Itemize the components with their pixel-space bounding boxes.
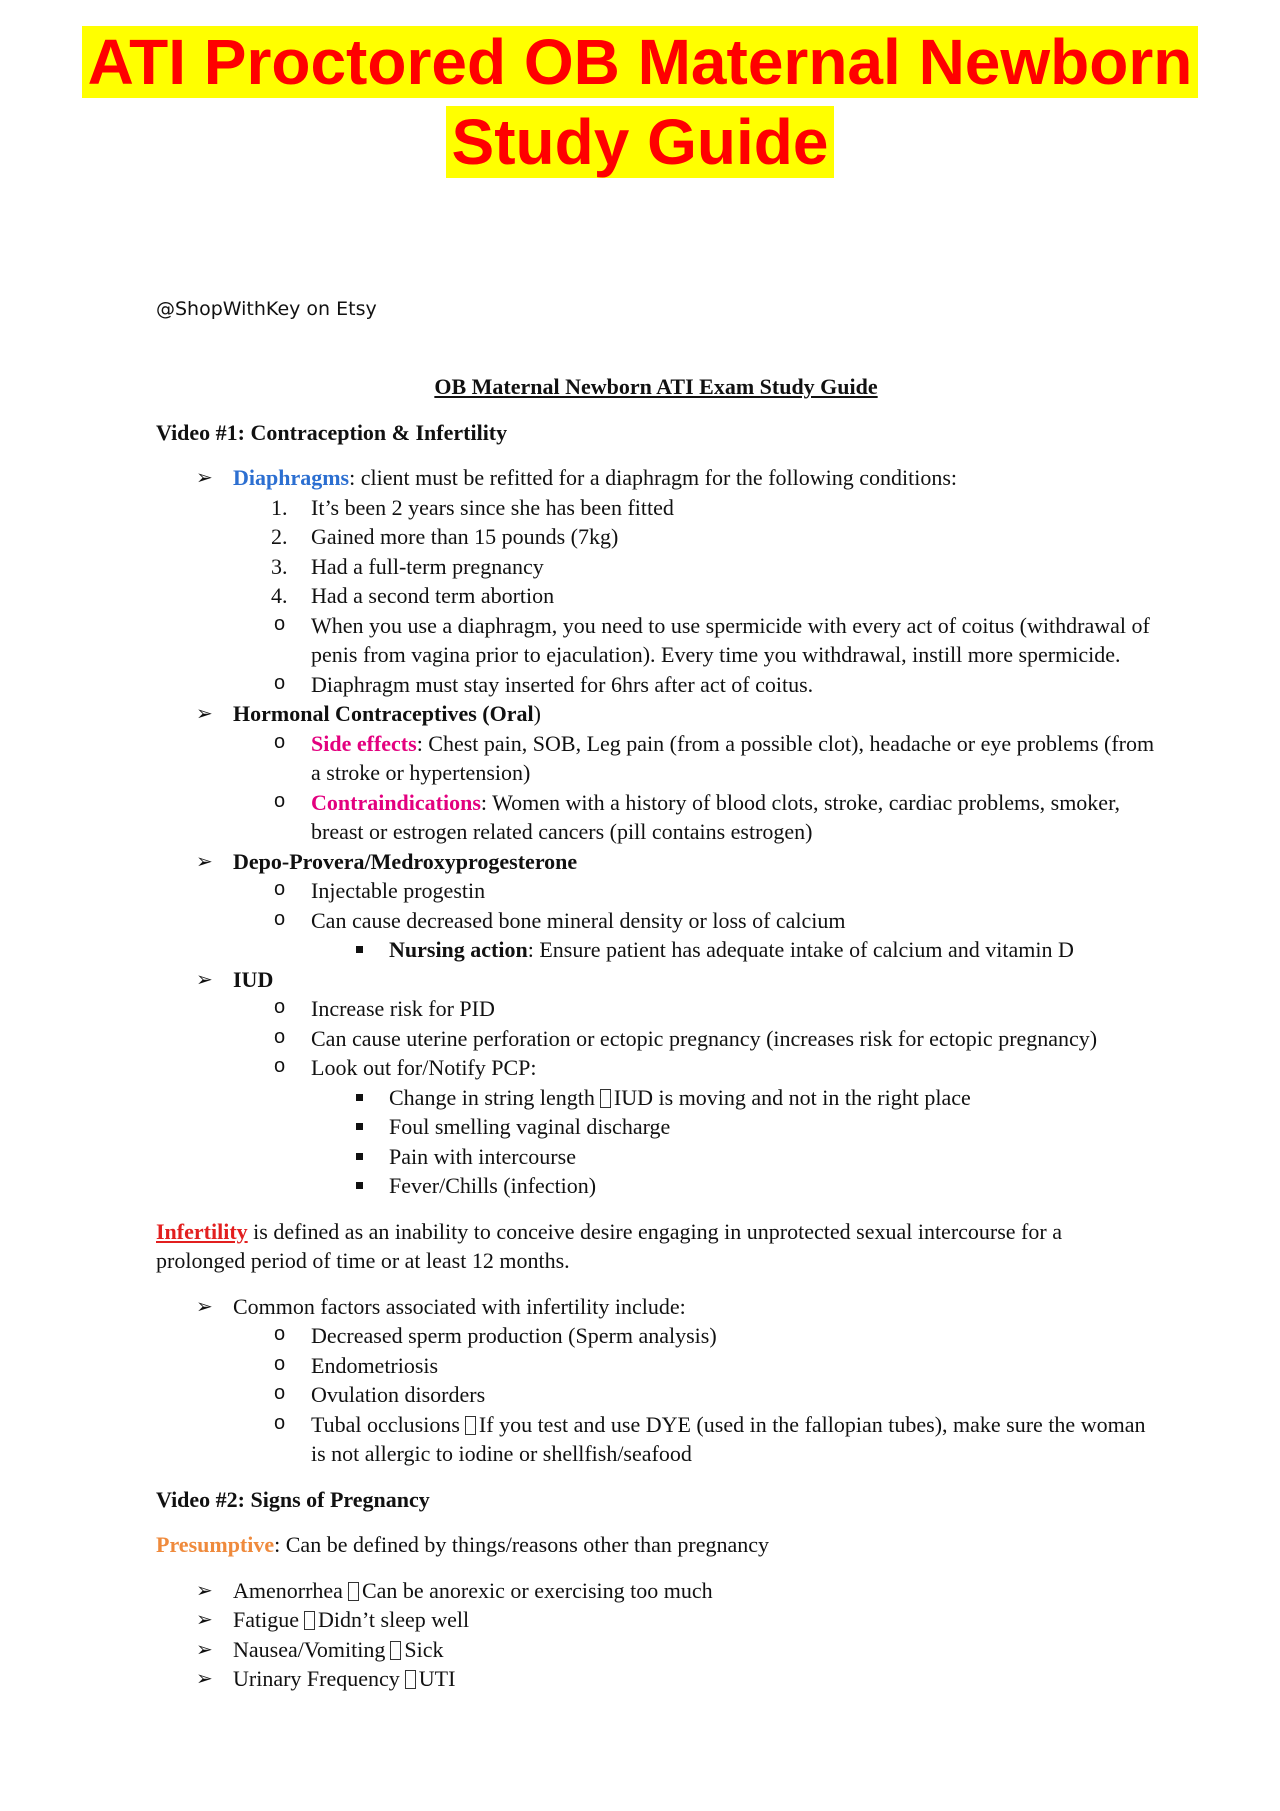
- list-item: [156, 1605, 1156, 1635]
- list-item: [156, 1576, 1156, 1606]
- sign-name: Fatigue: [233, 1607, 299, 1632]
- document-body: [156, 372, 1156, 1710]
- list-item: It’s been 2 years since she has been fitted: [311, 494, 674, 520]
- depo-nursing-list: [311, 935, 1156, 965]
- sign-reason: Can be anorexic or exercising too much: [361, 1577, 713, 1603]
- list-item: [156, 788, 1156, 847]
- list-item: Had a second term abortion: [311, 583, 555, 608]
- presumptive-text: : Can be defined by things/reasons other than pregnancy: [274, 1532, 770, 1557]
- video1-heading: Video #1: Contraception & Infertility: [156, 419, 508, 445]
- depo-label: Depo-Provera/Medroxyprogesterone: [233, 848, 578, 874]
- tubal-text: Tubal occlusions: [311, 1411, 460, 1437]
- list-item-hormonal: [156, 699, 1156, 847]
- diaphragms-text: : client must be refitted for a diaphragm for the following conditions:: [349, 465, 958, 490]
- document-banner-title: [0, 22, 1280, 182]
- arrow-glyph-icon: [390, 1641, 401, 1660]
- list-item: Foul smelling vaginal discharge: [156, 1112, 1156, 1142]
- list-item: Gained more than 15 pounds (7kg): [311, 524, 619, 549]
- hormonal-sublist: [233, 729, 1156, 847]
- nursing-action-text: : Ensure patient has adequate intake of calcium and vitamin D: [527, 937, 1074, 962]
- credit-line: @ShopWithKey on Etsy: [156, 298, 377, 320]
- list-item: o Decreased sperm production (Sperm analysis): [156, 1321, 1156, 1351]
- list-item: o Injectable progestin: [156, 876, 1156, 906]
- list-item-iud: [156, 965, 1156, 1201]
- sign-reason: Sick: [404, 1636, 444, 1662]
- list-item: o Ovulation disorders: [156, 1380, 1156, 1410]
- list-item: [156, 935, 1156, 965]
- iud-sublist: [233, 994, 1156, 1201]
- contraception-list: [156, 463, 1156, 1201]
- list-item: o Endometriosis: [156, 1351, 1156, 1381]
- hormonal-close: ): [533, 701, 541, 726]
- infertility-term: Infertility: [156, 1218, 248, 1244]
- list-item: [156, 1410, 1156, 1469]
- doc-title: OB Maternal Newborn ATI Exam Study Guide: [434, 374, 878, 399]
- contraindications-text: : Women with a history of blood clots, stroke, cardiac problems, smoker, breast or estrogen related cancers (pill contains estrogen): [311, 789, 1121, 844]
- list-item-diaphragms: [156, 463, 1156, 699]
- iud-label: IUD: [233, 966, 274, 992]
- nursing-action-term: Nursing action: [389, 937, 528, 962]
- list-item: [156, 1053, 1156, 1201]
- list-item: o Increase risk for PID: [156, 994, 1156, 1024]
- list-item-factors: [156, 1292, 1156, 1469]
- notify-pcp-text: Look out for/Notify PCP:: [311, 1055, 537, 1080]
- arrow-glyph-icon: [348, 1582, 359, 1601]
- diaphragm-conditions: [233, 493, 1156, 611]
- depo-sublist: [233, 876, 1156, 965]
- list-item: [156, 1083, 1156, 1113]
- arrow-glyph-icon: [465, 1416, 476, 1435]
- factors-label: Common factors associated with infertility include:: [233, 1293, 686, 1319]
- list-item: [156, 906, 1156, 965]
- side-effects-term: Side effects: [311, 730, 417, 756]
- banner-line-1: ATI Proctored OB Maternal Newborn: [82, 26, 1199, 98]
- presumptive-term: Presumptive: [156, 1532, 275, 1557]
- banner-line-2: Study Guide: [446, 106, 835, 178]
- sign-reason: UTI: [418, 1666, 456, 1691]
- presumptive-definition: [156, 1530, 1156, 1560]
- infertility-definition: [156, 1217, 1156, 1276]
- arrow-glyph-icon: [600, 1089, 611, 1108]
- list-item: Fever/Chills (infection): [156, 1171, 1156, 1201]
- infertility-list: [156, 1292, 1156, 1469]
- side-effects-text: : Chest pain, SOB, Leg pain (from a possible clot), headache or eye problems (from a stroke or hypertension): [311, 730, 1155, 785]
- diaphragm-notes: [233, 611, 1156, 700]
- notify-list: [311, 1083, 1156, 1201]
- infertility-text: is defined as an inability to conceive desire engaging in unprotected sexual intercourse for a prolonged period of time or at least 12 months.: [156, 1218, 1062, 1273]
- sign-name: Amenorrhea: [233, 1577, 343, 1603]
- list-item: [156, 1635, 1156, 1665]
- factors-sublist: [233, 1321, 1156, 1469]
- arrow-glyph-icon: [405, 1670, 416, 1689]
- presumptive-signs-list: [156, 1576, 1156, 1694]
- string-length-reason: IUD is moving and not in the right place: [613, 1084, 971, 1110]
- list-item: [156, 729, 1156, 788]
- depo-item-text: Can cause decreased bone mineral density or loss of calcium: [311, 907, 846, 933]
- sign-name: Urinary Frequency: [233, 1666, 400, 1691]
- list-item: [156, 1664, 1156, 1694]
- sign-name: Nausea/Vomiting: [233, 1636, 386, 1662]
- list-item: Had a full-term pregnancy: [311, 553, 544, 579]
- hormonal-label: Hormonal Contraceptives (Oral: [233, 701, 534, 726]
- list-item: o When you use a diaphragm, you need to use spermicide with every act of coitus (withdrawal of penis from vagina prior to ejaculation). Every time you withdrawal, instill more spermicide.: [156, 611, 1156, 670]
- diaphragms-term: Diaphragms: [233, 465, 350, 490]
- video2-heading: Video #2: Signs of Pregnancy: [156, 1486, 430, 1512]
- string-length-text: Change in string length: [389, 1084, 595, 1110]
- contraindications-term: Contraindications: [311, 789, 481, 815]
- sign-reason: Didn’t sleep well: [318, 1607, 470, 1632]
- list-item: Pain with intercourse: [156, 1142, 1156, 1172]
- arrow-glyph-icon: [304, 1611, 315, 1630]
- list-item: o Can cause uterine perforation or ectopic pregnancy (increases risk for ectopic pregnancy): [156, 1024, 1156, 1054]
- tubal-reason: If you test and use DYE (used in the fallopian tubes), make sure the woman is not allergic to iodine or shellfish/seafood: [311, 1411, 1146, 1466]
- list-item: o Diaphragm must stay inserted for 6hrs after act of coitus.: [156, 670, 1156, 700]
- list-item-depo: [156, 847, 1156, 965]
